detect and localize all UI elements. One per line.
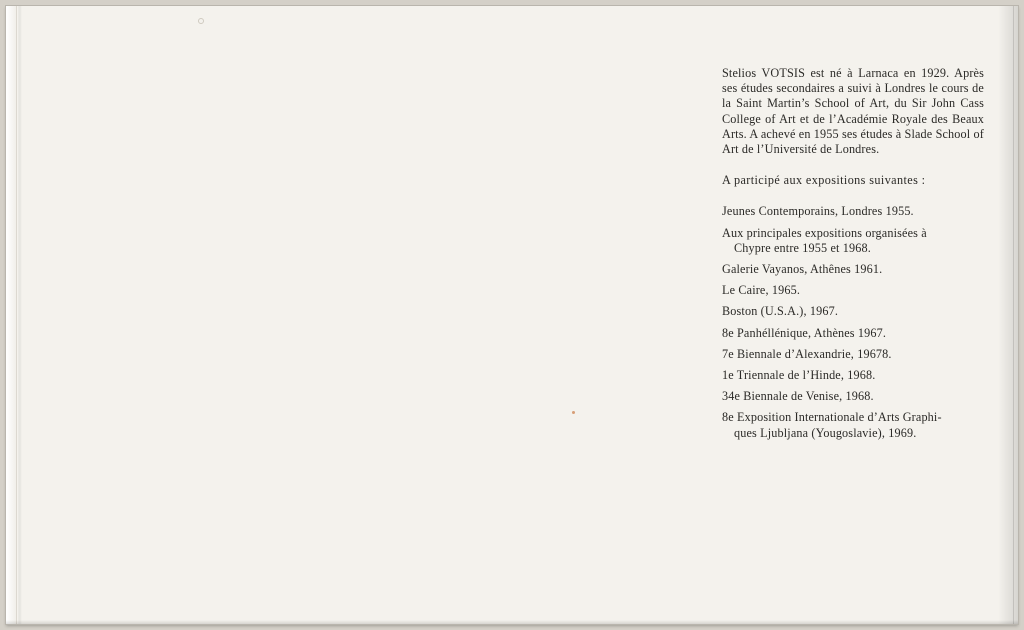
paper-speck — [572, 411, 575, 414]
paper-mark — [198, 18, 204, 24]
exhibition-item — [722, 347, 984, 362]
exhibition-line-continued: ques Ljubljana (Yougoslavie), 1969. — [734, 425, 917, 440]
exhibition-line: 34e Biennale de Venise, 1968. — [722, 389, 874, 404]
exhibition-item — [722, 326, 984, 341]
artist-biography: Stelios VOTSIS est né à Larnaca en 1929. Après ses études secondaires a suivi à Londres le cours de la Saint Martin’s School of Art, du Sir John Cass College of Art et de l’Académie Royale des Beaux Arts. A achevé en 1955 ses études à Slade School of Art de l’Université de Londres. — [722, 66, 984, 157]
exhibition-item — [722, 368, 984, 383]
booklet-page — [6, 6, 1018, 624]
exhibition-line: Boston (U.S.A.), 1967. — [722, 304, 839, 319]
exhibition-line: 8e Exposition Internationale d’Arts Graphi- — [722, 410, 942, 425]
exhibition-line: Le Caire, 1965. — [722, 283, 801, 298]
exhibition-item — [722, 226, 984, 256]
binding-fold — [18, 6, 22, 624]
exhibition-item — [722, 262, 984, 277]
exhibition-line: Aux principales expositions organisées à — [722, 225, 927, 240]
exhibition-item — [722, 410, 984, 440]
exhibition-line: 8e Panhéllénique, Athènes 1967. — [722, 325, 887, 340]
exhibition-item — [722, 304, 984, 319]
exhibition-item — [722, 389, 984, 404]
text-column — [722, 66, 984, 447]
exhibition-line: Galerie Vayanos, Athênes 1961. — [722, 262, 883, 277]
right-page-edge — [998, 6, 1018, 624]
bottom-page-edge — [6, 620, 1018, 624]
exhibition-item — [722, 204, 984, 219]
exhibition-line-continued: Chypre entre 1955 et 1968. — [734, 240, 871, 255]
exhibition-line: 1e Triennale de l’Hinde, 1968. — [722, 368, 876, 383]
exhibition-line: 7e Biennale d’Alexandrie, 19678. — [722, 346, 892, 361]
exhibitions-heading: A participé aux expositions suivantes : — [722, 173, 926, 188]
exhibition-item — [722, 283, 984, 298]
exhibition-line: Jeunes Contemporains, Londres 1955. — [722, 204, 914, 219]
exhibitions-list — [722, 204, 984, 440]
left-page-edge — [6, 6, 17, 624]
